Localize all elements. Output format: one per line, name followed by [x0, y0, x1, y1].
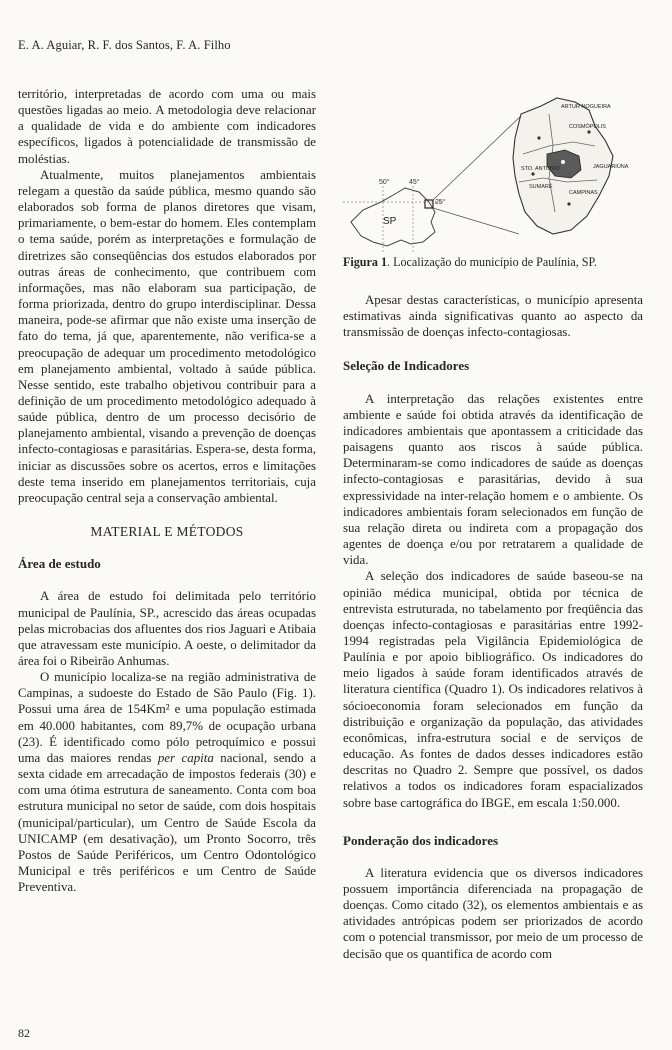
paragraph: A área de estudo foi delimitada pelo território municipal de Paulínia, SP., acrescido das áreas ocupadas pelas microbacias dos afluentes dos rios Jaguari e Atibaia que atravessam este município. A oeste, o delimitador da área foi o Ribeirão Anhumas. [18, 589, 316, 668]
subsection-heading: Seleção de Indicadores [343, 358, 470, 374]
paragraph: Atualmente, muitos planejamentos ambientais relegam a questão da saúde pública, mesmo quando são elaborados sob forma de planos diretores que visam, primariamente, o bem-estar do homem. Eles contemplam o tema saúde, porém as interpretações e formulação de diretrizes são conseqüências dos estudos elaborados por outras áreas de conhecimento, que contribuem com informações, mas não elaboram sua participação, de forma priorizada, dentro do grupo interdisciplinar. Dessa maneira, pode-se afirmar que não existe uma inserção de fato do tema, já que, aparentemente, não verifica-se a preocupação de adequar um procedimento metodológico em planejamento ambiental, voltado à saúde pública. Nesse sentido, este trabalho objetivou contribuir para a definição de um procedimento metodológico adequado à saúde pública, dentro de um processo decisório de planejamento ambiental, visando a prevenção de doenças infecto-contagiosas e parasitárias. Espera-se, desta forma, iniciar as discussões sobre os acertos, erros e limitações deste tema inserido em planejamentos territoriais, cuja preocupação central seja a conservação ambiental. [18, 167, 316, 505]
subsection-heading: Área de estudo [18, 556, 101, 572]
map-label: JAGUARIÚNA [593, 164, 629, 170]
section-title: MATERIAL E MÉTODOS [90, 524, 244, 540]
map-label: SUMARÉ [529, 184, 553, 190]
subsection-heading: Ponderação dos indicadores [343, 832, 499, 848]
paragraph: A interpretação das relações existentes entre ambiente e saúde foi obtida através da identificação de indicadores ambientais que apontassem a criticidade das paisagens quanto aos riscos à saúde pública. Determinaram-se como indicadores de saúde as doenças infecto-contagiosas e parasitárias, devido à sua expressividade na inter-relação homem e o ambiente. Os indicadores ambientais foram selecionados em função de sua relação direta ou indireta com a propagação dos agentes de doença e/ou por retratarem a qualidade de vida. [343, 391, 643, 568]
map-label: COSMÓPOLIS [569, 124, 606, 130]
text-run: nacional, sendo a sexta cidade em arrecadação de impostos federais (30) e com uma ótima estrutura de saneamento. Conta com boa estrutura municipal no setor de saúde, com dois hospitais (municipal/particular), um Centro de Saúde Escola da UNICAMP (em desativação), um Pronto Socorro, três Postos de Saúde Periféricos, um Centro Odontológico Municipal e três periféricos e um Centro de Saúde Preventiva. [18, 750, 316, 895]
figure-caption [343, 255, 643, 270]
figure-location-map [343, 84, 649, 276]
text-run: O município localiza-se na região administrativa de Campinas, a sudoeste do Estado de São Paulo (Fig. 1). Possui uma área de 154Km² e uma população estimada em 40.000 habitantes, com 89,7% de ocupação urbana (23). É identificado como pólo petroquímico e possui uma das maiores rendas [18, 670, 316, 765]
paragraph: Apesar destas características, o município apresenta estimativas ainda significativas quanto ao aspecto da transmissão de doenças infecto-contagiosas. [343, 293, 643, 340]
left-column [18, 86, 316, 895]
italic-text: per capita [157, 750, 214, 765]
figure-label: Figura 1 [343, 255, 388, 269]
paragraph: A literatura evidencia que os diversos indicadores possuem importância diferenciada na propagação de doenças. Como citado (32), os elementos ambientais e as atividades antrópicas podem ser priorizados de acordo com o potencial transmissor, por meio de um processo de decisão que os quantifica de acordo com [343, 865, 643, 961]
running-header: E. A. Aguiar, R. F. dos Santos, F. A. Filho [18, 38, 231, 52]
map-label: CAMPINAS [569, 190, 598, 196]
paragraph: A seleção dos indicadores de saúde baseou-se na opinião médica municipal, obtida por técnica de entrevista estruturada, no tabelamento por freqüência das doenças infecto-contagiosas e parasitárias entre 1992-1994 registradas pela Vigilância Epidemiológica de Paulínia e por apoio bibliográfico. Os indicadores do meio ligados à saúde foram identificados através de literatura científica (Quadro 1). Os indicadores relativos à sócioeconomia foram selecionados em função da distribuição e organização da população, das atividades econômicas, infra-estrutura social e de serviços de educação. As fontes de dados desses indicadores estão descritas no Quadro 2. Sempre que possível, os dados relativos a todos os indicadores foram espacializados sobre base cartográfica do IBGE, em escala 1:50.000. [343, 569, 643, 810]
page-number: 82 [18, 1026, 30, 1040]
state-label: SP [383, 216, 397, 227]
caption-text: . Localização do município de Paulínia, SP. [387, 255, 597, 269]
lat-label: 25° [435, 199, 446, 206]
lon-label-a: 50° [379, 179, 390, 186]
right-column [343, 292, 643, 962]
paragraph [18, 669, 316, 895]
map-label: STO. ANTONIO [521, 166, 560, 172]
location-map-illustration [343, 84, 649, 254]
lon-label-b: 45° [409, 179, 420, 186]
map-label: ARTUR NOGUEIRA [561, 104, 611, 110]
paragraph: território, interpretadas de acordo com uma ou mais questões ligadas ao meio. A metodologia deve relacionar a qualidade de vida e do ambiente com indicadores específicos, ligados à potencialidade de transmissão de moléstias. [18, 87, 316, 166]
